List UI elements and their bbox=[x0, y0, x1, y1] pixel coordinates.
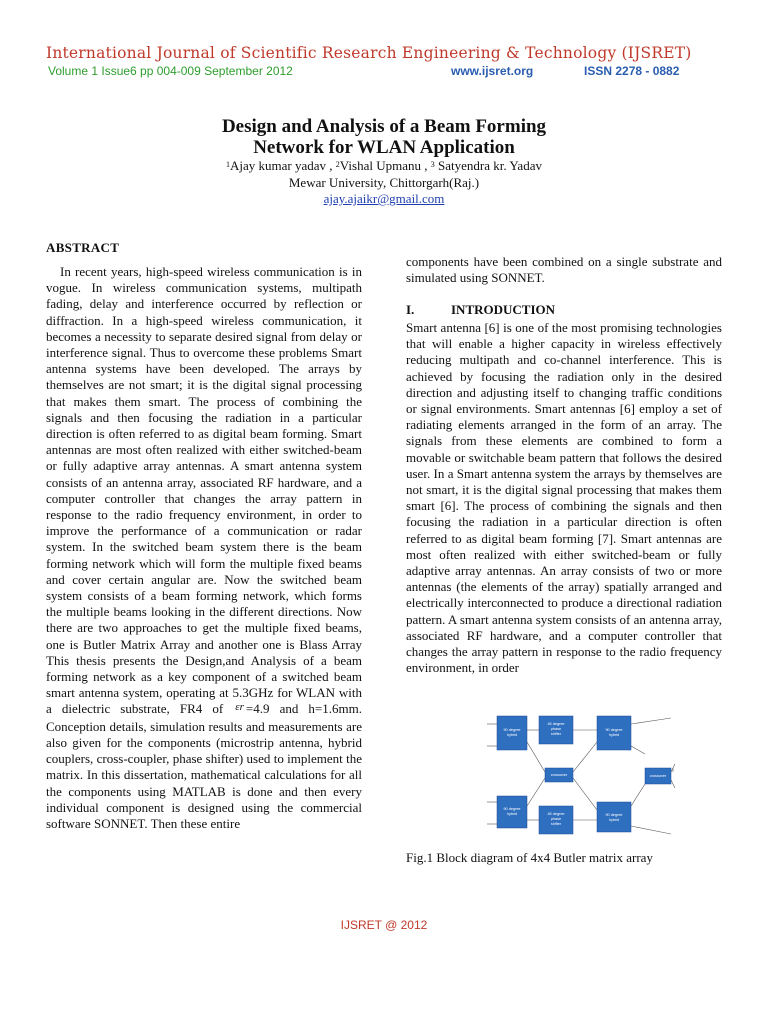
block-hybrid-bl-line1: 90 degree bbox=[503, 807, 521, 811]
affiliation: Mewar University, Chittorgarh(Raj.) bbox=[288, 175, 480, 190]
author-2-sup: 2 bbox=[335, 160, 340, 169]
author-3-sup: 3 bbox=[430, 160, 435, 169]
block-hybrid-br-line2: hybrid bbox=[608, 818, 620, 822]
author-email-link[interactable]: ajay.ajaikr@gmail.com bbox=[323, 191, 445, 206]
introduction-heading bbox=[406, 302, 555, 318]
page-footer: IJSRET @ 2012 bbox=[340, 918, 428, 932]
section-title: INTRODUCTION bbox=[451, 302, 556, 317]
figure-caption: Fig.1 Block diagram of 4x4 Butler matrix array bbox=[406, 850, 653, 865]
block-phase-top-line3: shifter bbox=[550, 732, 562, 736]
section-number: I. bbox=[406, 302, 415, 317]
block-crossover-right: crossover bbox=[649, 774, 667, 778]
authors bbox=[84, 158, 684, 174]
butler-matrix-diagram bbox=[485, 710, 675, 838]
author-2-name: Vishal Upmanu , bbox=[339, 158, 431, 173]
author-3-name: Satyendra kr. Yadav bbox=[434, 158, 542, 173]
block-hybrid-tr-line1: 90 degree bbox=[605, 728, 623, 732]
epsilon-r-symbol: εr bbox=[235, 701, 244, 714]
author-1-name: Ajay kumar yadav , bbox=[230, 158, 336, 173]
block-hybrid-tl-line2: hybrid bbox=[506, 733, 518, 737]
abstract-continuation: components have been combined on a single substrate and simulated using SONNET. bbox=[406, 254, 722, 286]
abstract-heading: ABSTRACT bbox=[46, 240, 120, 255]
journal-website-link[interactable]: www.ijsret.org bbox=[451, 64, 534, 78]
block-hybrid-br-line1: 90 degree bbox=[605, 813, 623, 817]
volume-info: Volume 1 Issue6 pp 004-009 September 2012 bbox=[48, 64, 293, 78]
block-phase-bottom-line1: 45 degree bbox=[547, 812, 565, 816]
block-phase-bottom-line3: shifter bbox=[550, 822, 562, 826]
block-phase-top-line1: 45 degree bbox=[547, 722, 565, 726]
block-phase-top-line2: phase bbox=[550, 727, 562, 731]
paper-title-line1: Design and Analysis of a Beam Forming bbox=[221, 116, 547, 137]
abstract-body bbox=[46, 264, 362, 832]
block-phase-bottom-line2: phase bbox=[550, 817, 562, 821]
introduction-body: Smart antenna [6] is one of the most promising technologies that will enable a higher capacity in wireless effectively reducing multipath and co-channel interference. This is achieved by focusing the radiation only in the desired direction and adjusting itself to changing traffic conditions or signal environments. Smart antennas [6] employ a set of radiating elements arranged in the form of an array. The signals from these elements are combined to form a movable or switchable beam pattern that follows the desired user. In a Smart antenna system the arrays by themselves are not smart, it is the digital signal processing that makes them smart [6]. The process of combining the signals and then focusing the radiation in a particular direction is often referred to as digital beam forming [7]. Smart antennas are most often realized with either switched-beam or fully adaptive array antennas. An array consists of two or more antennas (the elements of the array) spatially arranged and electrically interconnected to produce a directional radiation pattern. A smart antenna system consists of an antenna array, associated RF hardware, and a computer controller that changes the array pattern in response to the radio frequency environment, in order bbox=[406, 320, 722, 676]
abstract-text-part1: In recent years, high-speed wireless communication is in vogue. In wireless communication systems, multipath fading, delay and interference occurred by reflection or diffraction. In a high-speed wireless communication, it becomes a necessity to separate desired signal from delay or interference signal. Thus to overcome these problems Smart antenna systems have been developed. The arrays by themselves are not smart; it is the digital signal processing that makes them smart. The process of combining the signals and then focusing the radiation in a particular direction is often referred to as digital beam forming. Smart antennas are most often realized with either switched-beam or fully adaptive array antennas. A smart antenna system consists of an antenna array, associated RF hardware, and a computer controller that changes the array pattern in response to the radio frequency environment, in order to improve the performance of a communication or radar system. In the switched beam system there is the beam forming network which will form the multiple fixed beams and cover certain angular are. Now the switched beam system consists of a beam forming network, which forms the multiple beams looking in the different directions. Now there are two approaches to get the multiple fixed beams, one is Butler Matrix Array and another one is Blass Array This thesis presents the Design,and Analysis of a beam forming network as a key component of a switched beam smart antenna system, operating at 5.3GHz for WLAN with a dielectric substrate, FR4 of bbox=[46, 264, 362, 717]
block-hybrid-tr-line2: hybrid bbox=[608, 733, 620, 737]
journal-title: International Journal of Scientific Research Engineering & Technology (IJSRET) bbox=[46, 44, 692, 62]
block-crossover-mid: crossover bbox=[550, 773, 568, 777]
author-1-sup: 1 bbox=[226, 160, 231, 169]
block-hybrid-tl-line1: 90 degree bbox=[503, 728, 521, 732]
abstract-text-part2: =4.9 and h=1.6mm. Conception details, simulation results and measurements are also given for the components (microstrip antenna, hybrid couplers, cross-coupler, phase shifter) used to implement the matrix. In this dissertation, mathematical calculations for all the components using MATLAB is done and then every individual component is designed using the commercial software SONNET. Then these entire bbox=[46, 701, 362, 831]
issn: ISSN 2278 - 0882 bbox=[584, 64, 680, 78]
paper-title-line2: Network for WLAN Application bbox=[253, 137, 515, 158]
block-hybrid-bl-line2: hybrid bbox=[506, 812, 518, 816]
